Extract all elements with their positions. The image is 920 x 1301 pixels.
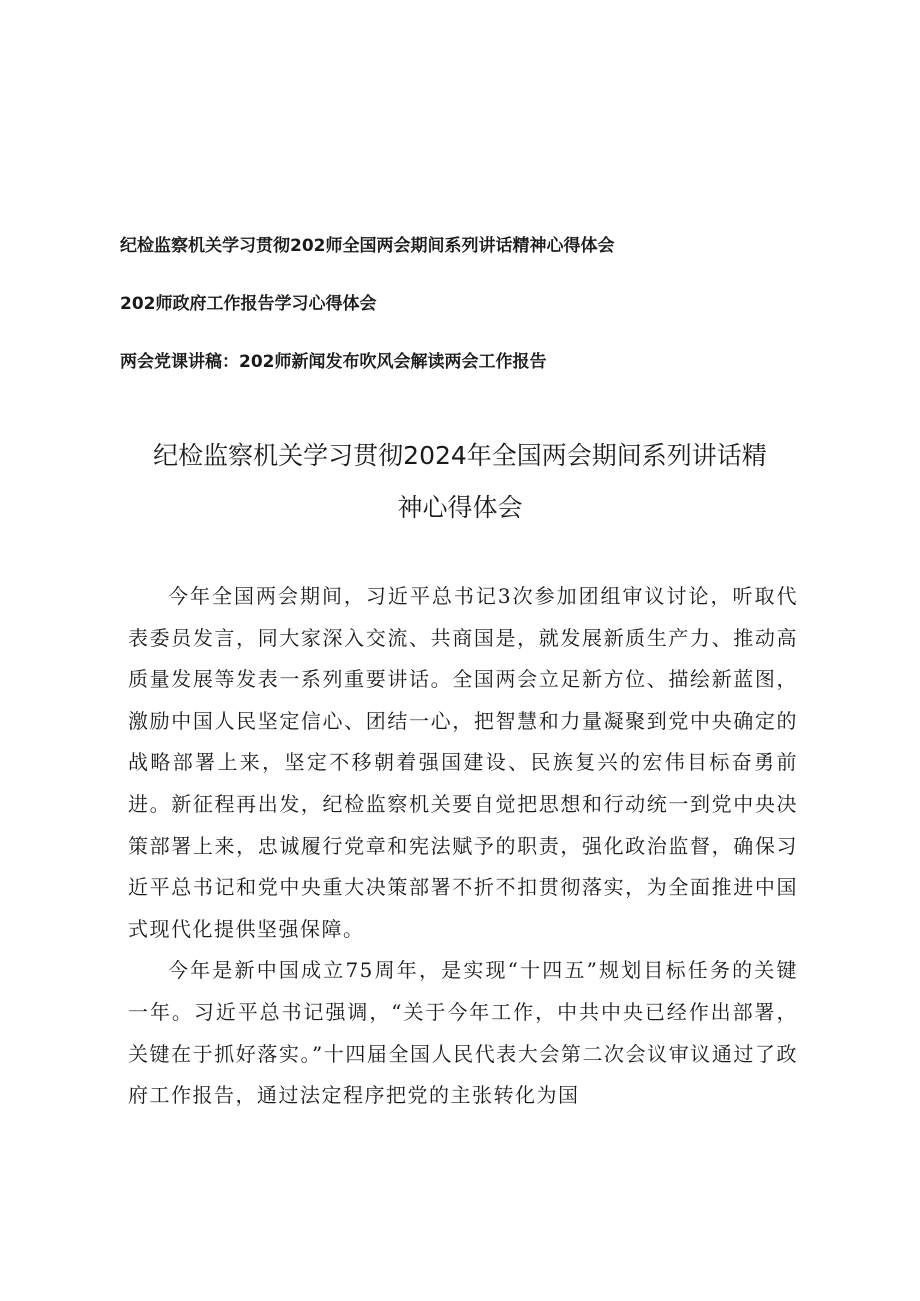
article-title-line-2: 神心得体会 bbox=[397, 493, 523, 522]
body-paragraph-2: 今年是新中国成立75周年，是实现“十四五”规划目标任务的关键一年。习近平总书记强调，“关于今年工作，中共中央已经作出部署，关键在于抓好落实。”十四届全国人民代表大会第二次会议审议通过了政府工作报告，通过法定程序把党的主张转化为国 bbox=[128, 958, 798, 1108]
article-title-line-1: 纪检监察机关学习贯彻2024年全国两会期间系列讲话精 bbox=[153, 441, 767, 470]
article-body bbox=[128, 576, 798, 1117]
toc-item-1: 纪检监察机关学习贯彻202师全国两会期间系列讲话精神心得体会 bbox=[120, 236, 615, 256]
toc-item-3: 两会党课讲稿：202师新闻发布吹风会解读两会工作报告 bbox=[120, 352, 547, 372]
article-title bbox=[100, 430, 820, 534]
body-paragraph-1: 今年全国两会期间，习近平总书记3次参加团组审议讨论，听取代表委员发言，同大家深入交流、共商国是，就发展新质生产力、推动高质量发展等发表一系列重要讲话。全国两会立足新方位、描绘新蓝图，激励中国人民坚定信心、团结一心，把智慧和力量凝聚到党中央确定的战略部署上来，坚定不移朝着强国建设、民族复兴的宏伟目标奋勇前进。新征程再出发，纪检监察机关要自觉把思想和行动统一到党中央决策部署上来，忠诚履行党章和宪法赋予的职责，强化政治监督，确保习近平总书记和党中央重大决策部署不折不扣贯彻落实，为全面推进中国式现代化提供坚强保障。 bbox=[128, 584, 798, 941]
toc-item-2: 202师政府工作报告学习心得体会 bbox=[120, 294, 377, 314]
table-of-contents bbox=[120, 232, 820, 406]
